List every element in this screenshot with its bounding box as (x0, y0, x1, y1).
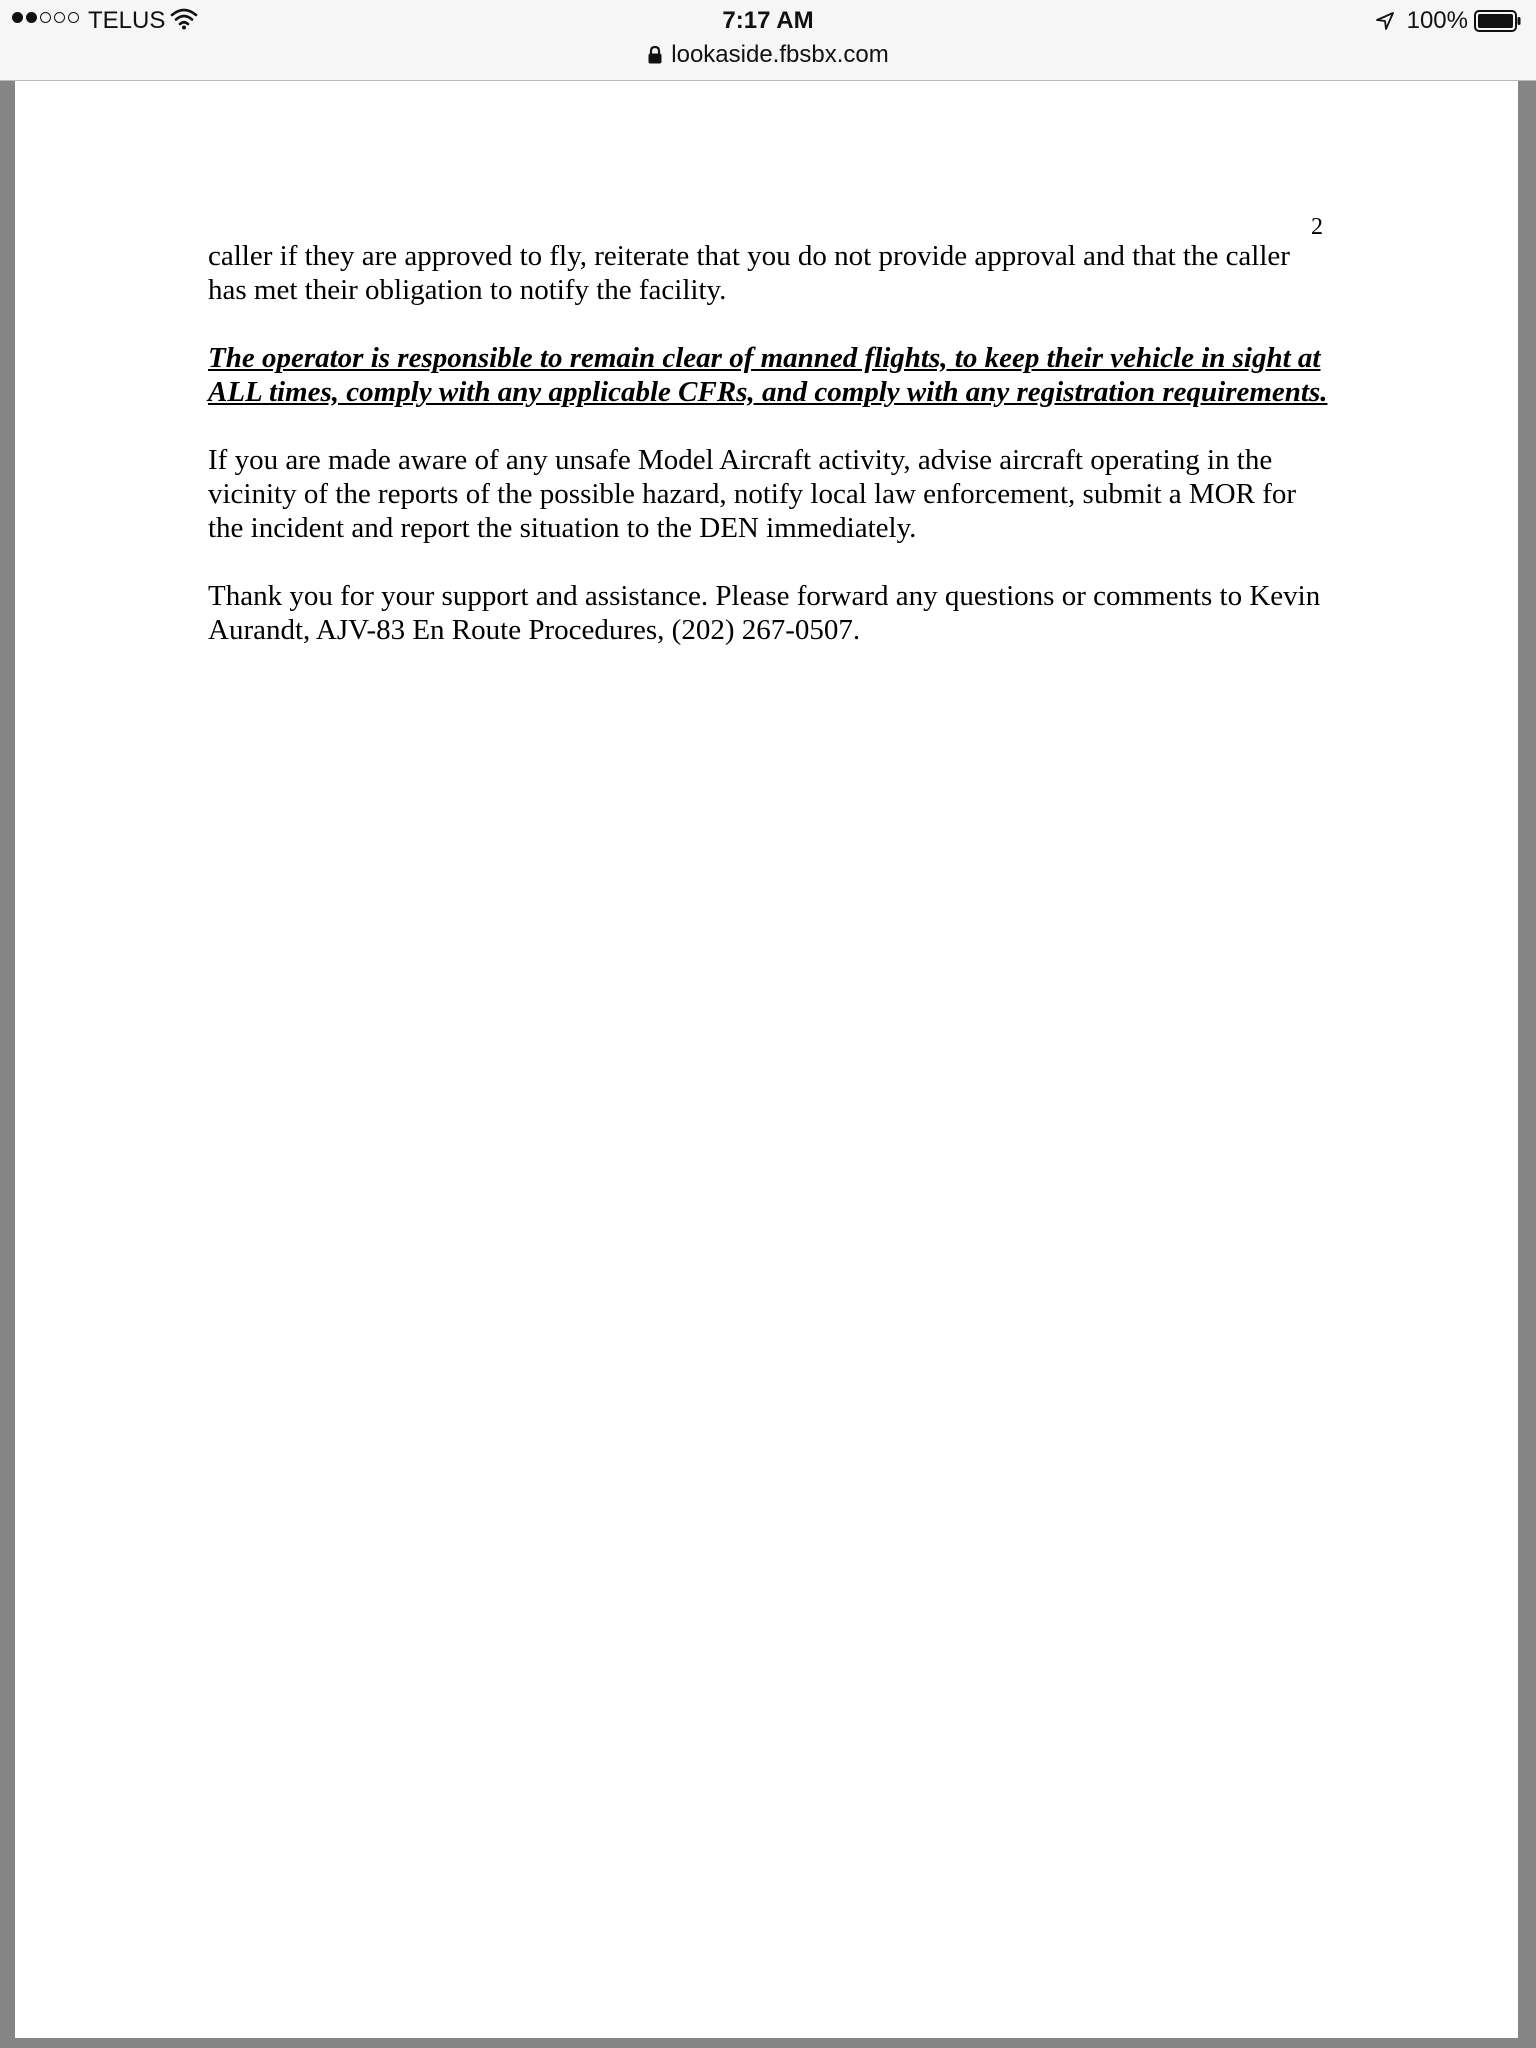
paragraph-caller-approval: caller if they are approved to fly, reiterate that you do not provide approval and that the caller has met their obligation to notify the facility. (208, 240, 1290, 306)
clock-time: 7:17 AM (722, 7, 814, 34)
battery-icon (1474, 9, 1522, 33)
document-body (208, 239, 1333, 681)
address-bar[interactable] (0, 40, 1536, 70)
right-status-group (1375, 6, 1522, 36)
status-bar (0, 0, 1536, 81)
lock-icon (647, 45, 663, 65)
carrier-name: TELUS (88, 7, 166, 34)
document-page (15, 81, 1518, 2038)
battery-percent: 100% (1406, 7, 1468, 34)
paragraph-operator-responsibility: The operator is responsible to remain clear of manned flights, to keep their vehicle in sight at ALL times, comply with any applicable CFRs, and comply with any registration requirements. (208, 342, 1328, 408)
page-number: 2 (1311, 214, 1323, 240)
paragraph-unsafe-activity: If you are made aware of any unsafe Model Aircraft activity, advise aircraft operating in the vicinity of the reports of the possible hazard, notify local law enforcement, submit a MOR for the incident and report the situation to the DEN immediately. (208, 444, 1297, 544)
location-arrow-icon (1375, 11, 1395, 31)
url-text: lookaside.fbsbx.com (671, 41, 889, 68)
document-viewer[interactable] (0, 81, 1536, 2048)
paragraph-thank-you: Thank you for your support and assistance. Please forward any questions or comments to Kevin Aurandt, AJV-83 En Route Procedures, (202) 267-0507. (208, 580, 1321, 646)
